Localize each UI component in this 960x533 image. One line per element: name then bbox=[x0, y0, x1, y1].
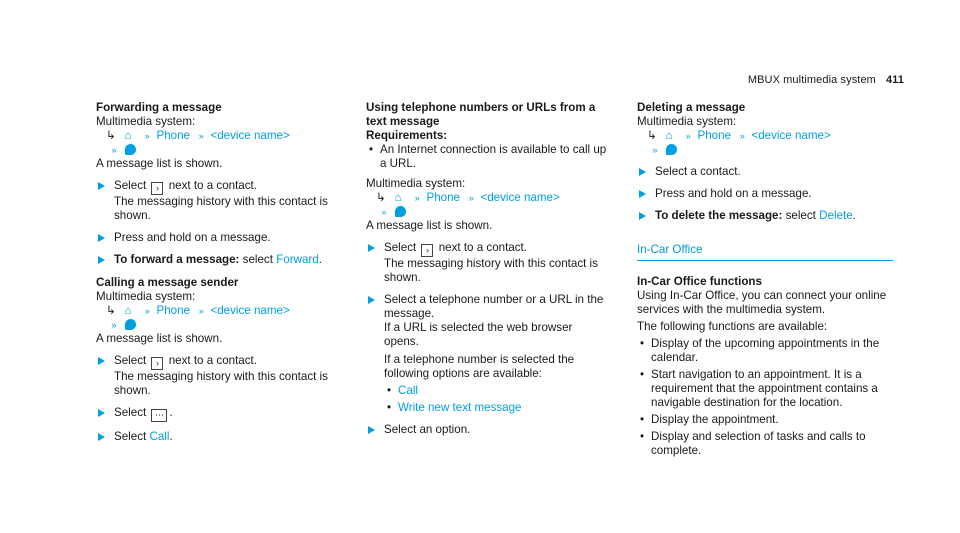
step-arrow-icon bbox=[639, 212, 646, 220]
path-arrow-icon: ↳ bbox=[106, 129, 116, 142]
chevron-icon: » bbox=[144, 131, 148, 141]
section-title-deleting: Deleting a message bbox=[637, 101, 746, 114]
step: Select Call. bbox=[96, 430, 340, 444]
path-device-name: <device name> bbox=[210, 304, 290, 317]
chevron-icon: » bbox=[198, 131, 202, 141]
step-arrow-icon bbox=[98, 234, 105, 242]
list-shown-text: A message list is shown. bbox=[366, 219, 493, 232]
function-item: • Display of the upcoming appointments in the calendar. bbox=[640, 337, 880, 364]
chevron-icon: » bbox=[111, 145, 115, 155]
message-icon bbox=[125, 319, 136, 330]
home-icon: ⌂ bbox=[124, 304, 132, 317]
message-icon bbox=[666, 144, 677, 155]
function-item: • Display and selection of tasks and calls to complete. bbox=[640, 430, 866, 457]
page-header bbox=[748, 73, 904, 87]
list-shown-text: A message list is shown. bbox=[96, 157, 223, 170]
step: To delete the message: select Delete. bbox=[637, 209, 893, 223]
home-icon: ⌂ bbox=[394, 191, 402, 204]
message-icon bbox=[125, 144, 136, 155]
option-call[interactable]: Call bbox=[398, 384, 418, 397]
path-phone: Phone bbox=[697, 129, 731, 142]
home-icon: ⌂ bbox=[124, 129, 132, 142]
chevron-icon: » bbox=[198, 306, 202, 316]
path-device-name: <device name> bbox=[210, 129, 290, 142]
delete-link[interactable]: Delete bbox=[819, 209, 853, 222]
step-arrow-icon bbox=[368, 296, 375, 304]
chevron-icon: » bbox=[144, 306, 148, 316]
chevron-icon: » bbox=[111, 320, 115, 330]
step: Select a telephone number or a URL in the message. If a URL is selected the web browser opens. If a telephone number is selected the following options are available: • Call • Write new text message bbox=[366, 293, 610, 415]
path-phone: Phone bbox=[156, 129, 190, 142]
step: Select › next to a contact. The messaging history with this contact is shown. bbox=[96, 179, 340, 223]
chevron-icon: » bbox=[468, 193, 472, 203]
path-phone: Phone bbox=[426, 191, 460, 204]
message-icon bbox=[395, 206, 406, 217]
column-2 bbox=[366, 101, 610, 437]
menu-path-label: Multimedia system: bbox=[637, 115, 737, 128]
available-text: The following functions are available: bbox=[637, 320, 828, 333]
path-arrow-icon: ↳ bbox=[376, 191, 386, 204]
next-key-icon: › bbox=[151, 357, 163, 370]
forward-link[interactable]: Forward bbox=[276, 253, 319, 266]
intro-text: Using In-Car Office, you can connect your online services with the multimedia system. bbox=[637, 289, 887, 316]
column-1 bbox=[96, 101, 340, 444]
path-device-name: <device name> bbox=[751, 129, 831, 142]
step-arrow-icon bbox=[98, 182, 105, 190]
step: Select › next to a contact. The messaging history with this contact is shown. bbox=[366, 241, 610, 285]
next-key-icon: › bbox=[151, 182, 163, 195]
path-arrow-icon: ↳ bbox=[106, 304, 116, 317]
step: Select › next to a contact. The messaging history with this contact is shown. bbox=[96, 354, 340, 398]
step: To forward a message: select Forward. bbox=[96, 253, 340, 267]
step-arrow-icon bbox=[98, 256, 105, 264]
step: Press and hold on a message. bbox=[96, 231, 340, 245]
function-item: • Start navigation to an appointment. It is a requirement that the appointment contains a navigable destination for the location. bbox=[640, 368, 878, 409]
step-arrow-icon bbox=[98, 433, 105, 441]
step: Select ⋯ . bbox=[96, 406, 340, 422]
step-arrow-icon bbox=[639, 168, 646, 176]
step-arrow-icon bbox=[98, 409, 105, 417]
section-title-forwarding: Forwarding a message bbox=[96, 101, 222, 114]
call-link[interactable]: Call bbox=[149, 430, 170, 443]
more-options-icon: ⋯ bbox=[151, 409, 167, 422]
requirement-item: • An Internet connection is available to call up a URL. bbox=[369, 143, 607, 170]
section-heading-in-car-office: In-Car Office bbox=[637, 243, 893, 261]
chevron-icon: » bbox=[739, 131, 743, 141]
subsection-title: In-Car Office functions bbox=[637, 275, 762, 288]
function-item: • Display the appointment. bbox=[640, 413, 779, 426]
home-icon: ⌂ bbox=[665, 129, 673, 142]
chevron-icon: » bbox=[414, 193, 418, 203]
menu-path-label: Multimedia system: bbox=[366, 177, 466, 190]
step: Select a contact. bbox=[637, 165, 893, 179]
menu-path bbox=[366, 191, 610, 205]
next-key-icon: › bbox=[421, 244, 433, 257]
chevron-icon: » bbox=[685, 131, 689, 141]
option-item: • Write new text message bbox=[387, 401, 522, 414]
path-phone: Phone bbox=[156, 304, 190, 317]
option-item: • Call bbox=[387, 384, 418, 397]
requirements-label: Requirements: bbox=[366, 129, 448, 142]
step-arrow-icon bbox=[98, 357, 105, 365]
option-write-new[interactable]: Write new text message bbox=[398, 401, 522, 414]
column-3 bbox=[637, 101, 893, 458]
header-title: MBUX multimedia system bbox=[747, 74, 876, 86]
menu-path-label: Multimedia system: bbox=[96, 115, 196, 128]
step-arrow-icon bbox=[639, 190, 646, 198]
step: Select an option. bbox=[366, 423, 610, 437]
section-title-calling: Calling a message sender bbox=[96, 276, 239, 289]
step-arrow-icon bbox=[368, 426, 375, 434]
path-arrow-icon: ↳ bbox=[647, 129, 657, 142]
menu-path bbox=[637, 129, 893, 143]
page-number: 411 bbox=[885, 74, 904, 86]
section-title-using-numbers: Using telephone numbers or URLs from a text message bbox=[366, 101, 596, 128]
step-arrow-icon bbox=[368, 244, 375, 252]
menu-path bbox=[96, 129, 340, 143]
path-device-name: <device name> bbox=[480, 191, 560, 204]
step: Press and hold on a message. bbox=[637, 187, 893, 201]
list-shown-text: A message list is shown. bbox=[96, 332, 223, 345]
menu-path bbox=[96, 304, 340, 318]
chevron-icon: » bbox=[652, 145, 656, 155]
menu-path-label: Multimedia system: bbox=[96, 290, 196, 303]
chevron-icon: » bbox=[381, 207, 385, 217]
